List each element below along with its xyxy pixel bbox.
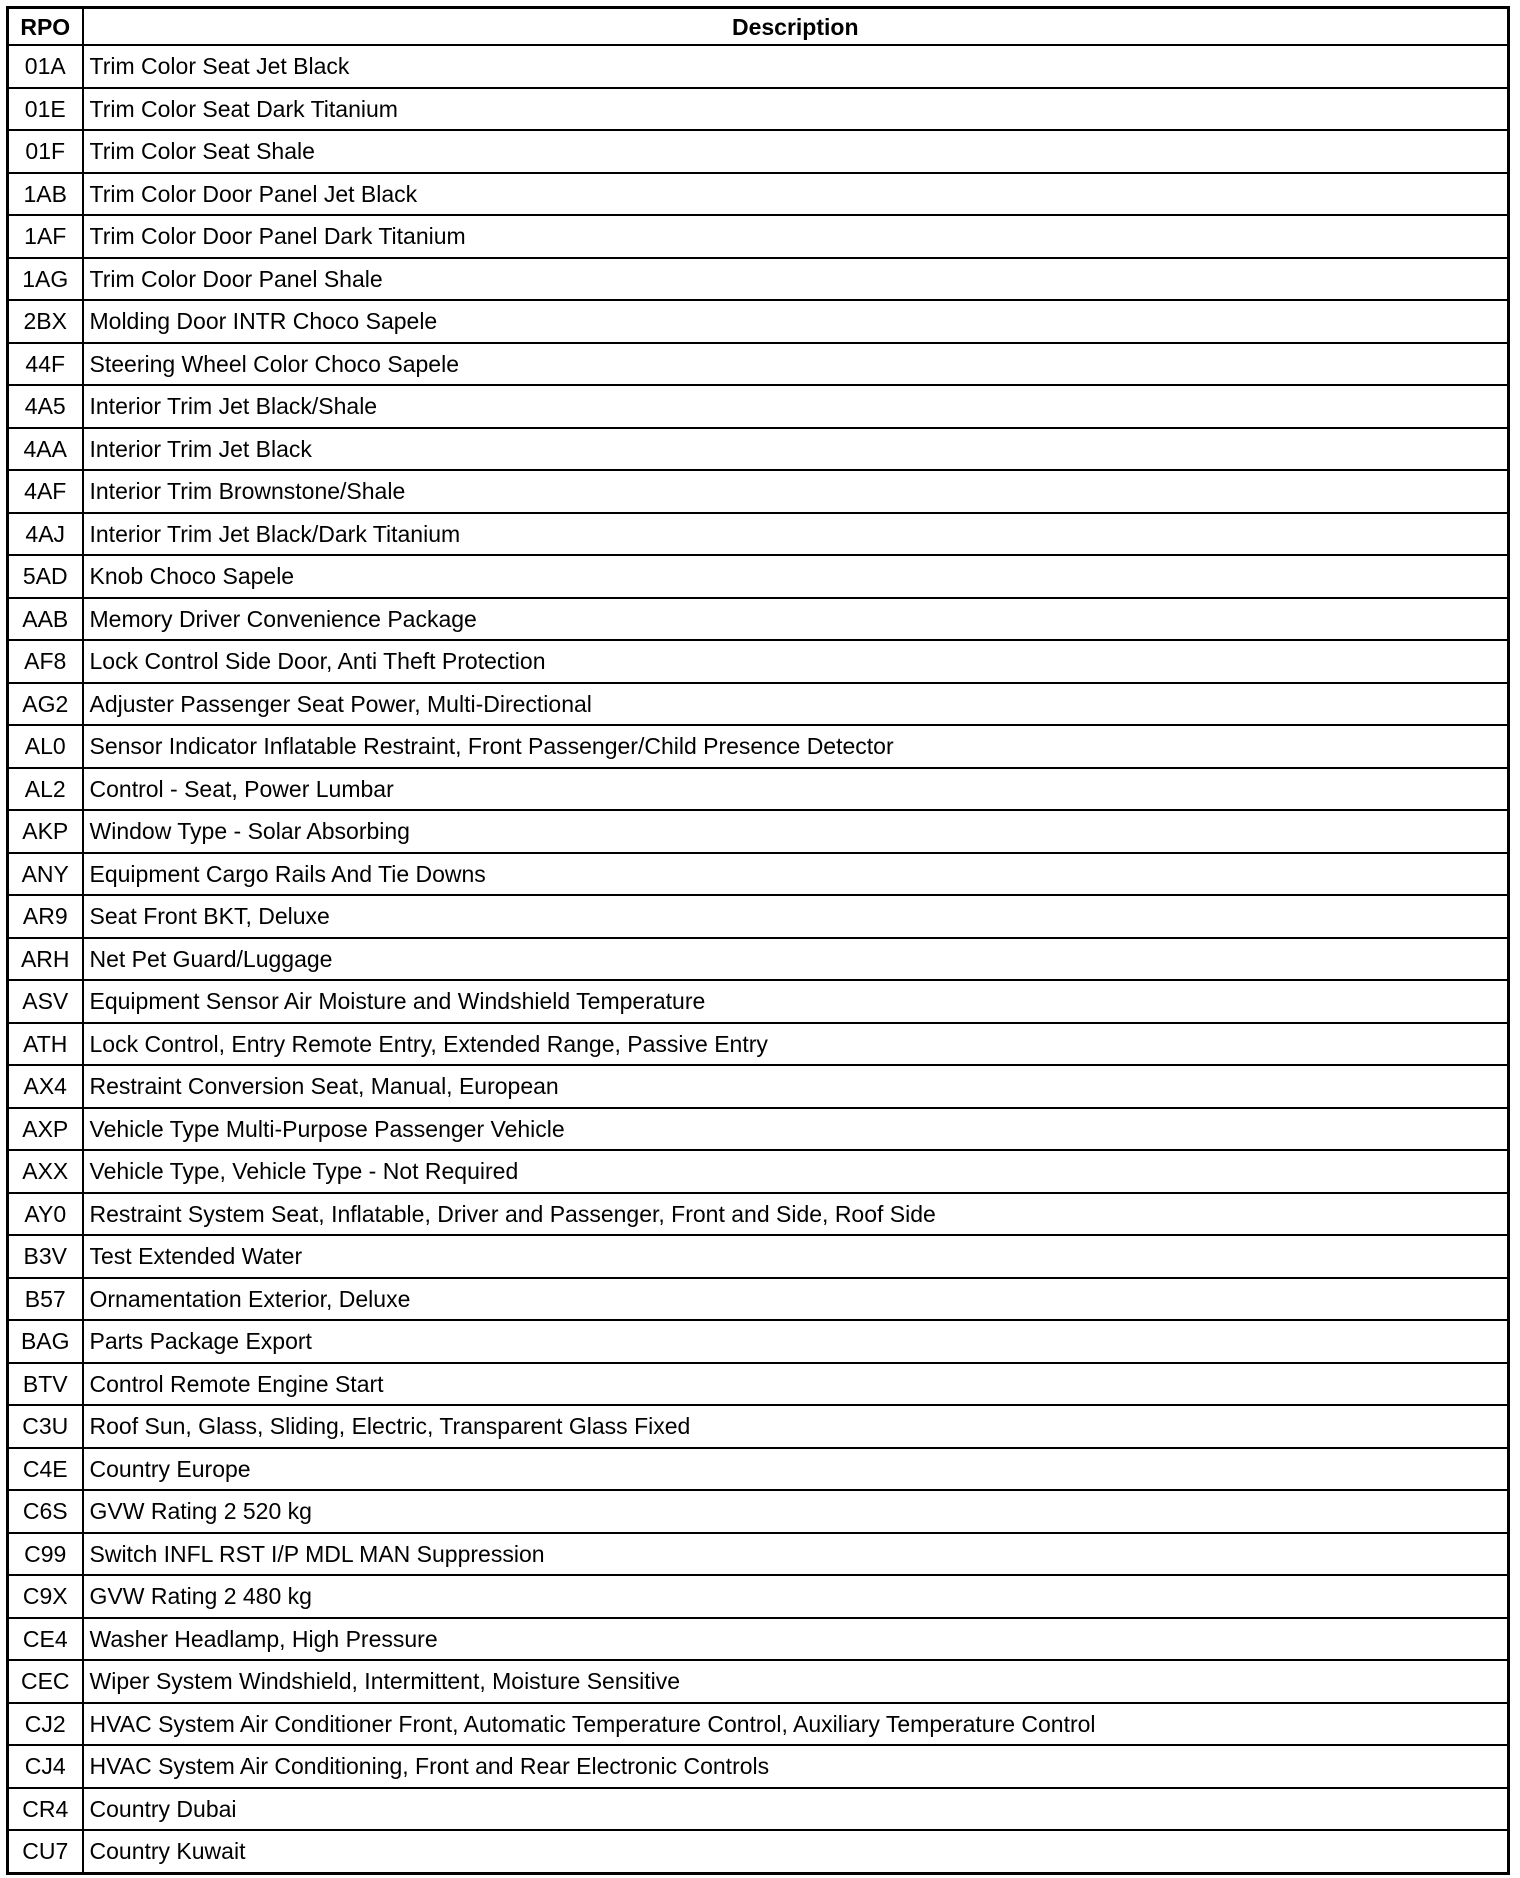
table-row — [8, 1023, 1509, 1066]
table-row — [8, 1235, 1509, 1278]
description-cell: Test Extended Water — [83, 1235, 1509, 1278]
rpo-code-cell: ANY — [8, 853, 83, 896]
table-row — [8, 598, 1509, 641]
table-header — [8, 8, 1509, 46]
table-row — [8, 1830, 1509, 1873]
rpo-code-cell: CU7 — [8, 1830, 83, 1873]
table-row — [8, 683, 1509, 726]
rpo-code-cell: AL0 — [8, 725, 83, 768]
description-cell: Memory Driver Convenience Package — [83, 598, 1509, 641]
table-row — [8, 1788, 1509, 1831]
rpo-code-cell: B3V — [8, 1235, 83, 1278]
description-cell: Equipment Cargo Rails And Tie Downs — [83, 853, 1509, 896]
rpo-code-cell: C9X — [8, 1575, 83, 1618]
description-cell: Vehicle Type Multi-Purpose Passenger Vehicle — [83, 1108, 1509, 1151]
table-row — [8, 1278, 1509, 1321]
rpo-code-cell: BTV — [8, 1363, 83, 1406]
table-row — [8, 1363, 1509, 1406]
table-row — [8, 1618, 1509, 1661]
rpo-code-cell: AL2 — [8, 768, 83, 811]
rpo-code-cell: ARH — [8, 938, 83, 981]
description-cell: Seat Front BKT, Deluxe — [83, 895, 1509, 938]
description-cell: Control Remote Engine Start — [83, 1363, 1509, 1406]
rpo-column-header: RPO — [8, 8, 83, 46]
rpo-code-cell: AXP — [8, 1108, 83, 1151]
table-row — [8, 45, 1509, 88]
table-row — [8, 810, 1509, 853]
rpo-code-cell: AR9 — [8, 895, 83, 938]
rpo-table — [6, 6, 1510, 1875]
description-cell: Trim Color Door Panel Jet Black — [83, 173, 1509, 216]
rpo-code-cell: 4AJ — [8, 513, 83, 556]
description-cell: Trim Color Seat Jet Black — [83, 45, 1509, 88]
table-row — [8, 1065, 1509, 1108]
rpo-code-cell: AXX — [8, 1150, 83, 1193]
description-cell: Restraint System Seat, Inflatable, Driver and Passenger, Front and Side, Roof Side — [83, 1193, 1509, 1236]
rpo-code-cell: C4E — [8, 1448, 83, 1491]
rpo-code-cell: AAB — [8, 598, 83, 641]
description-cell: Vehicle Type, Vehicle Type - Not Required — [83, 1150, 1509, 1193]
table-row — [8, 215, 1509, 258]
description-cell: Equipment Sensor Air Moisture and Windshield Temperature — [83, 980, 1509, 1023]
rpo-code-cell: 4A5 — [8, 385, 83, 428]
table-row — [8, 1533, 1509, 1576]
rpo-code-cell: 1AF — [8, 215, 83, 258]
table-row — [8, 173, 1509, 216]
table-row — [8, 428, 1509, 471]
table-body — [8, 45, 1509, 1873]
description-cell: Lock Control Side Door, Anti Theft Protection — [83, 640, 1509, 683]
table-row — [8, 513, 1509, 556]
table-row — [8, 1745, 1509, 1788]
rpo-code-cell: 01A — [8, 45, 83, 88]
description-cell: Trim Color Seat Dark Titanium — [83, 88, 1509, 131]
rpo-code-cell: ASV — [8, 980, 83, 1023]
description-cell: Country Europe — [83, 1448, 1509, 1491]
description-cell: Trim Color Door Panel Shale — [83, 258, 1509, 301]
description-cell: Trim Color Door Panel Dark Titanium — [83, 215, 1509, 258]
description-cell: HVAC System Air Conditioning, Front and Rear Electronic Controls — [83, 1745, 1509, 1788]
rpo-code-cell: AY0 — [8, 1193, 83, 1236]
rpo-code-cell: 01F — [8, 130, 83, 173]
rpo-code-cell: 1AB — [8, 173, 83, 216]
description-cell: HVAC System Air Conditioner Front, Automatic Temperature Control, Auxiliary Temperature Control — [83, 1703, 1509, 1746]
rpo-code-cell: 4AA — [8, 428, 83, 471]
description-cell: Trim Color Seat Shale — [83, 130, 1509, 173]
table-row — [8, 938, 1509, 981]
description-cell: Parts Package Export — [83, 1320, 1509, 1363]
description-cell: Lock Control, Entry Remote Entry, Extended Range, Passive Entry — [83, 1023, 1509, 1066]
table-row — [8, 1448, 1509, 1491]
description-cell: Control - Seat, Power Lumbar — [83, 768, 1509, 811]
rpo-code-cell: AF8 — [8, 640, 83, 683]
table-row — [8, 1108, 1509, 1151]
rpo-code-cell: CE4 — [8, 1618, 83, 1661]
rpo-code-cell: ATH — [8, 1023, 83, 1066]
description-cell: Switch INFL RST I/P MDL MAN Suppression — [83, 1533, 1509, 1576]
rpo-code-cell: 1AG — [8, 258, 83, 301]
rpo-code-cell: AKP — [8, 810, 83, 853]
description-cell: Knob Choco Sapele — [83, 555, 1509, 598]
rpo-code-cell: AX4 — [8, 1065, 83, 1108]
rpo-code-cell: C3U — [8, 1405, 83, 1448]
description-cell: Window Type - Solar Absorbing — [83, 810, 1509, 853]
table-row — [8, 555, 1509, 598]
description-cell: Wiper System Windshield, Intermittent, Moisture Sensitive — [83, 1660, 1509, 1703]
rpo-code-cell: 44F — [8, 343, 83, 386]
table-row — [8, 853, 1509, 896]
table-row — [8, 640, 1509, 683]
rpo-code-cell: C99 — [8, 1533, 83, 1576]
description-cell: Ornamentation Exterior, Deluxe — [83, 1278, 1509, 1321]
table-row — [8, 768, 1509, 811]
table-row — [8, 1660, 1509, 1703]
description-cell: Interior Trim Jet Black/Shale — [83, 385, 1509, 428]
description-column-header: Description — [83, 8, 1509, 46]
description-cell: Net Pet Guard/Luggage — [83, 938, 1509, 981]
rpo-code-cell: 01E — [8, 88, 83, 131]
description-cell: Roof Sun, Glass, Sliding, Electric, Transparent Glass Fixed — [83, 1405, 1509, 1448]
rpo-code-cell: 2BX — [8, 300, 83, 343]
rpo-code-cell: AG2 — [8, 683, 83, 726]
description-cell: Country Kuwait — [83, 1830, 1509, 1873]
rpo-code-cell: CJ4 — [8, 1745, 83, 1788]
rpo-code-cell: CR4 — [8, 1788, 83, 1831]
table-row — [8, 1150, 1509, 1193]
table-row — [8, 88, 1509, 131]
header-row — [8, 8, 1509, 46]
table-row — [8, 343, 1509, 386]
table-row — [8, 258, 1509, 301]
rpo-code-cell: B57 — [8, 1278, 83, 1321]
table-row — [8, 1193, 1509, 1236]
description-cell: Restraint Conversion Seat, Manual, European — [83, 1065, 1509, 1108]
description-cell: GVW Rating 2 520 kg — [83, 1490, 1509, 1533]
table-row — [8, 470, 1509, 513]
table-row — [8, 300, 1509, 343]
description-cell: Washer Headlamp, High Pressure — [83, 1618, 1509, 1661]
rpo-code-cell: CEC — [8, 1660, 83, 1703]
table-row — [8, 895, 1509, 938]
description-cell: Sensor Indicator Inflatable Restraint, Front Passenger/Child Presence Detector — [83, 725, 1509, 768]
table-row — [8, 385, 1509, 428]
description-cell: Molding Door INTR Choco Sapele — [83, 300, 1509, 343]
description-cell: Interior Trim Brownstone/Shale — [83, 470, 1509, 513]
rpo-code-cell: C6S — [8, 1490, 83, 1533]
rpo-code-cell: CJ2 — [8, 1703, 83, 1746]
description-cell: Adjuster Passenger Seat Power, Multi-Directional — [83, 683, 1509, 726]
table-row — [8, 130, 1509, 173]
description-cell: Steering Wheel Color Choco Sapele — [83, 343, 1509, 386]
rpo-code-cell: 4AF — [8, 470, 83, 513]
table-row — [8, 980, 1509, 1023]
table-row — [8, 1320, 1509, 1363]
description-cell: GVW Rating 2 480 kg — [83, 1575, 1509, 1618]
table-row — [8, 1490, 1509, 1533]
table-row — [8, 1405, 1509, 1448]
description-cell: Interior Trim Jet Black/Dark Titanium — [83, 513, 1509, 556]
description-cell: Interior Trim Jet Black — [83, 428, 1509, 471]
table-row — [8, 725, 1509, 768]
rpo-code-cell: BAG — [8, 1320, 83, 1363]
table-row — [8, 1575, 1509, 1618]
table-row — [8, 1703, 1509, 1746]
rpo-code-cell: 5AD — [8, 555, 83, 598]
description-cell: Country Dubai — [83, 1788, 1509, 1831]
